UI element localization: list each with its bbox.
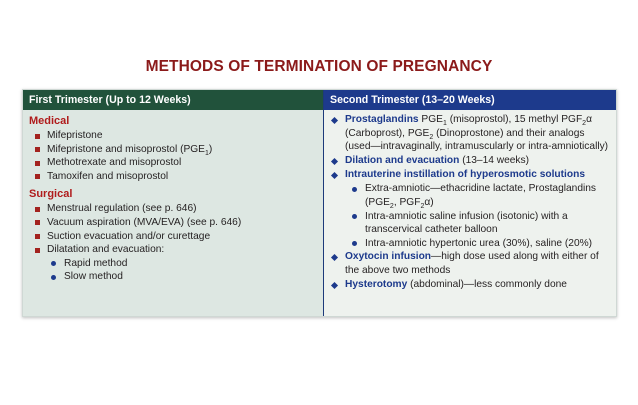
list-item: Mifepristone and misoprostol $(PGE_1)$	[29, 143, 317, 157]
first-trimester-header: First Trimester (Up to 12 Weeks)	[23, 90, 323, 110]
methods-table	[22, 89, 617, 317]
list-item: Mifepristone	[29, 129, 317, 143]
first-trimester-column	[23, 90, 324, 316]
sub-list-item: Extra-amniotic—ethacridine lactate, Prostaglandins ($PGE_2$, $PGF_2\alpha$)	[330, 182, 610, 209]
sub-list-item: Intra-amniotic hypertonic urea (30%), saline (20%)	[330, 237, 610, 251]
round-bullet-icon	[352, 241, 357, 246]
round-bullet-icon	[51, 275, 56, 280]
round-bullet-icon	[51, 261, 56, 266]
square-bullet-icon	[35, 161, 40, 166]
square-bullet-icon	[35, 248, 40, 253]
list-item: Oxytocin infusion—high dose used along with either of the above two methods	[330, 250, 610, 277]
diamond-bullet-icon	[331, 254, 338, 261]
square-bullet-icon	[35, 220, 40, 225]
list-item: Dilatation and evacuation:	[29, 243, 317, 257]
first-trimester-body	[23, 110, 323, 284]
list-item: Suction evacuation and/or curettage	[29, 230, 317, 244]
square-bullet-icon	[35, 207, 40, 212]
diamond-bullet-icon	[331, 116, 338, 123]
list-item: Hysterotomy (abdominal)—less commonly done	[330, 278, 610, 292]
round-bullet-icon	[352, 187, 357, 192]
second-trimester-body	[324, 110, 616, 292]
round-bullet-icon	[352, 214, 357, 219]
sub-list-item: Slow method	[29, 270, 317, 284]
list-item: Tamoxifen and misoprostol	[29, 170, 317, 184]
sub-list-item: Rapid method	[29, 257, 317, 271]
list-item: Menstrual regulation (see p. 646)	[29, 202, 317, 216]
medical-heading: Medical	[29, 115, 70, 127]
square-bullet-icon	[35, 174, 40, 179]
surgical-heading: Surgical	[29, 188, 73, 201]
second-trimester-header: Second Trimester (13–20 Weeks)	[324, 90, 616, 110]
page-title: METHODS OF TERMINATION OF PREGNANCY	[145, 58, 493, 75]
list-item: Prostaglandins $PGE_1$ (misoprostol), 15 methyl $PGF_2\alpha$ (Carboprost), $PGE_2$ (Dinoprostone) and their analogs (used—intravaginally, intramuscularly or intra-amniotically)	[330, 113, 610, 154]
list-item: Intrauterine instillation of hyperosmotic solutions	[330, 168, 610, 182]
second-trimester-column	[324, 90, 616, 316]
diamond-bullet-icon	[331, 158, 338, 165]
square-bullet-icon	[35, 234, 40, 239]
square-bullet-icon	[35, 147, 40, 152]
list-item: Methotrexate and misoprostol	[29, 156, 317, 170]
list-item: Dilation and evacuation (13–14 weeks)	[330, 154, 610, 168]
diamond-bullet-icon	[331, 172, 338, 179]
sub-list-item: Intra-amniotic saline infusion (isotonic) with a transcervical catheter balloon	[330, 210, 610, 237]
diamond-bullet-icon	[331, 282, 338, 289]
list-item: Vacuum aspiration (MVA/EVA) (see p. 646)	[29, 216, 317, 230]
square-bullet-icon	[35, 134, 40, 139]
